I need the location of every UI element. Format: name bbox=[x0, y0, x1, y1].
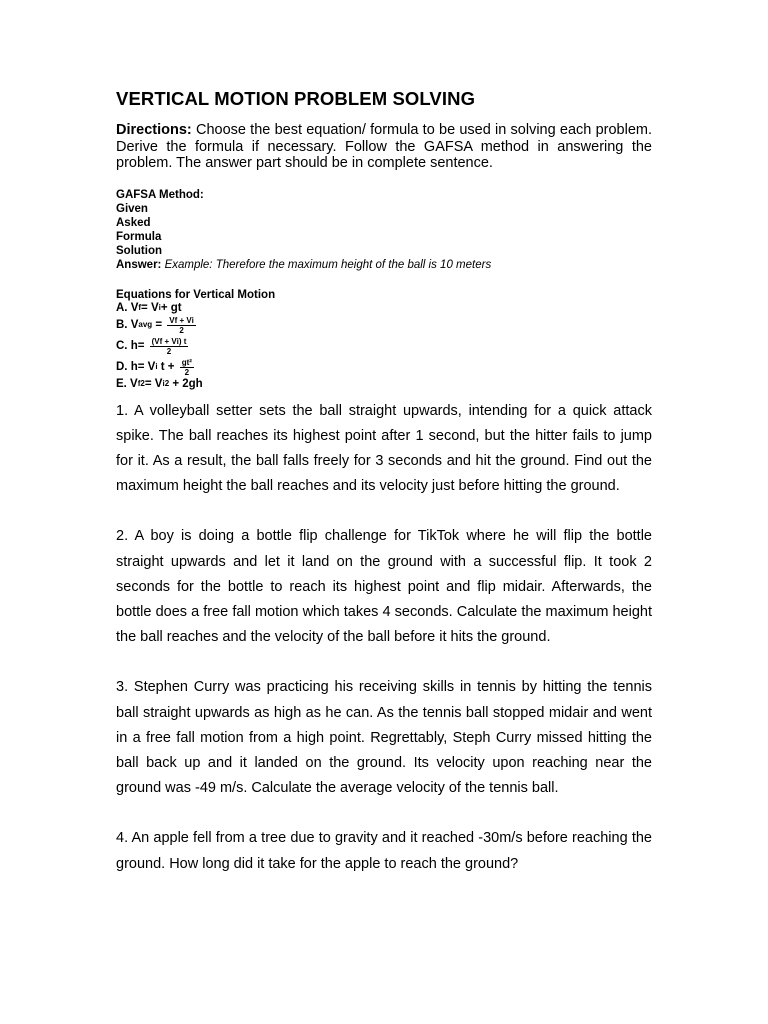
eq-c-denominator: 2 bbox=[166, 346, 172, 356]
problem-3: 3. Stephen Curry was practicing his receiving skills in tennis by hitting the tennis ball straight upwards as high as he can. As the tennis ball stopped midair and went in a free fall motion from a high point. Regrettably, Steph Curry missed hitting the ball back up and it landed on the ground. Its velocity upon reaching near the ground was -49 m/s. Calculate the average velocity of the tennis ball. bbox=[116, 679, 652, 797]
spacer bbox=[116, 650, 652, 675]
eq-b-fraction bbox=[167, 316, 196, 335]
eq-d-denominator: 2 bbox=[184, 367, 190, 377]
gafsa-method bbox=[116, 188, 652, 272]
gafsa-step-formula: Formula bbox=[116, 230, 162, 243]
equation-b: B. V avg = $\frac{Vf + Vi}{2}$ bbox=[116, 315, 194, 335]
gafsa-answer bbox=[116, 258, 652, 272]
directions-label: Directions: bbox=[116, 122, 192, 138]
problem-1: 1. A volleyball setter sets the ball straight upwards, intending for a quick attack spike. The ball reaches its highest point after 1 second, but the hitter fails to jump for it. As a result, the ball falls freely for 3 seconds and hit the ground. Find out the maximum height the ball reaches and its velocity just before hitting the ground. bbox=[116, 402, 652, 495]
eq-c-prefix: C. h= bbox=[116, 339, 148, 352]
eq-e-mid: = V bbox=[144, 377, 163, 390]
directions-text: Choose the best equation/ formula to be used in solving each problem. Derive the formula if necessary. Follow the GAFSA method in answering the problem. The answer part should be in complete sentence. bbox=[116, 122, 652, 171]
eq-d-prefix: D. h= V bbox=[116, 360, 156, 373]
eq-d-mid: t + bbox=[157, 360, 178, 373]
answer-example: Example: Therefore the maximum height of the ball is 10 meters bbox=[161, 258, 492, 271]
spacer bbox=[116, 499, 652, 524]
document-page bbox=[116, 88, 652, 877]
equation-a: A. V f = V i + gt bbox=[116, 301, 182, 314]
equation-c bbox=[116, 336, 652, 357]
eq-d-numerator: gt² bbox=[181, 357, 192, 367]
gafsa-step-given: Given bbox=[116, 202, 148, 215]
eq-c-fraction bbox=[150, 337, 189, 356]
eq-b-equals: = bbox=[152, 318, 166, 331]
spacer bbox=[116, 801, 652, 826]
equation-d: D. h= V i t + $\frac{\text{gt²}}{2}$ bbox=[116, 357, 192, 377]
eq-e-suffix: + 2gh bbox=[169, 377, 203, 390]
eq-c-numerator: (Vf + Vi) t bbox=[151, 336, 187, 346]
gafsa-step-solution: Solution bbox=[116, 244, 162, 257]
eq-a-suffix: + gt bbox=[160, 301, 182, 314]
page-title: VERTICAL MOTION PROBLEM SOLVING bbox=[116, 88, 476, 109]
problem-4: 4. An apple fell from a tree due to gravity and it reached -30m/s before reaching the ground. How long did it take for the apple to reach the ground? bbox=[116, 830, 652, 872]
gafsa-step-asked: Asked bbox=[116, 216, 151, 229]
eq-b-prefix: B. V bbox=[116, 318, 139, 331]
problem-2: 2. A boy is doing a bottle flip challenge for TikTok where he will flip the bottle straight upwards and let it land on the ground with a successful flip. It took 2 seconds for the bottle to reach its highest point and flip midair. Afterwards, the bottle does a free fall motion which takes 4 seconds. Calculate the maximum height the ball reaches and the velocity of the ball before it hits the ground. bbox=[116, 528, 652, 646]
eq-b-numerator: Vf + Vi bbox=[169, 315, 194, 325]
answer-label: Answer: bbox=[116, 258, 162, 271]
equations-heading: Equations for Vertical Motion bbox=[116, 288, 276, 301]
eq-e-prefix: E. V bbox=[116, 377, 138, 390]
equation-e: E. V f 2 = V i 2 + 2gh bbox=[116, 377, 203, 390]
directions-paragraph bbox=[116, 122, 652, 172]
eq-a-mid: = V bbox=[141, 301, 159, 314]
eq-a-prefix: A. V bbox=[116, 301, 139, 314]
gafsa-heading: GAFSA Method: bbox=[116, 188, 204, 201]
equations-block bbox=[116, 288, 652, 391]
eq-d-fraction bbox=[180, 358, 194, 377]
eq-b-denominator: 2 bbox=[179, 325, 184, 335]
